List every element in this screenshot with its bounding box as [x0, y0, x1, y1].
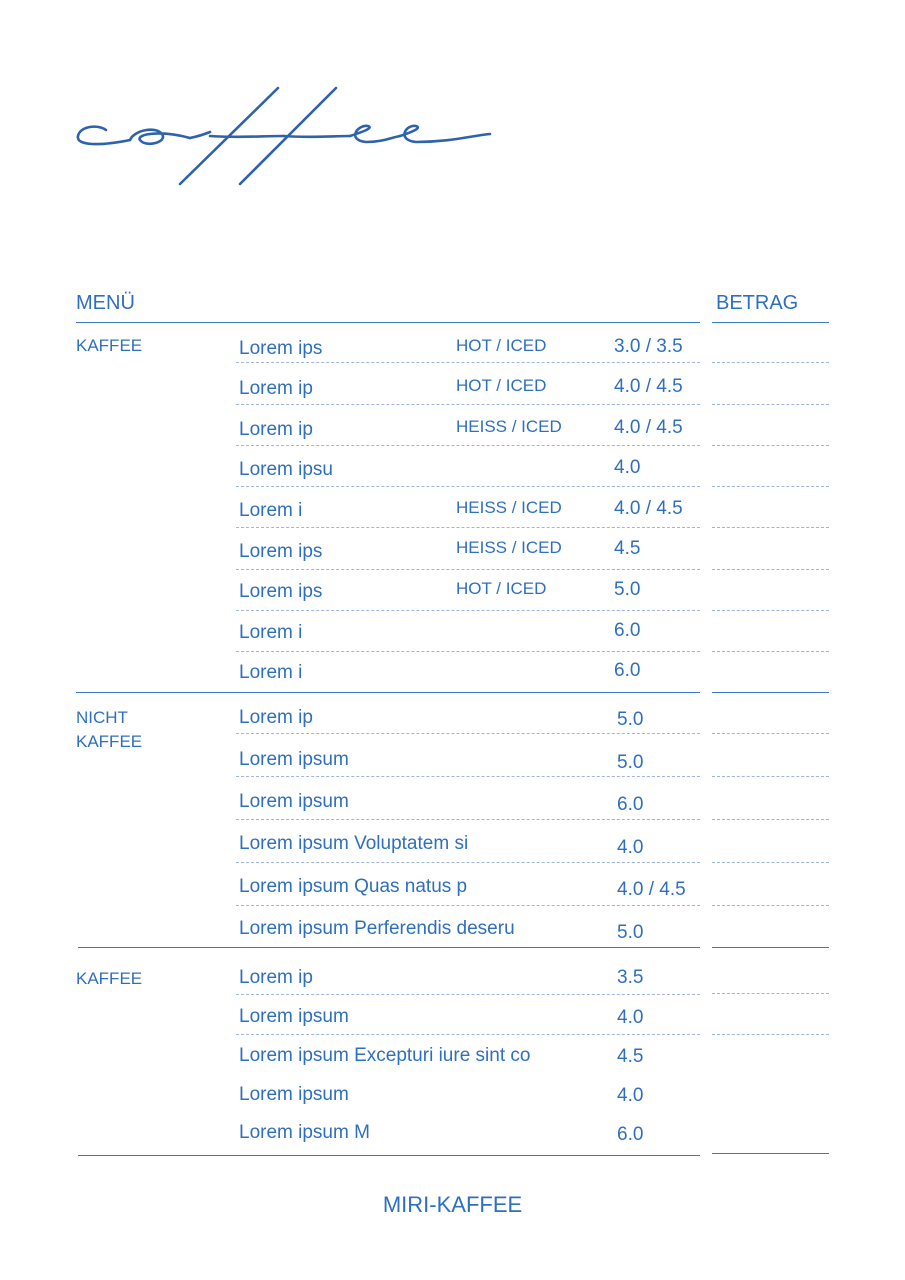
amount-header: BETRAG — [716, 292, 799, 314]
item-name: Lorem i — [239, 662, 303, 683]
item-price: 5.0 — [614, 579, 641, 600]
item-name: Lorem ip — [239, 378, 313, 399]
item-option: HOT / ICED — [456, 336, 547, 355]
item-price: 6.0 — [617, 794, 644, 815]
item-option: HOT / ICED — [456, 579, 547, 598]
section-label-kaffee: KAFFEE — [76, 336, 143, 355]
row-divider — [236, 445, 700, 446]
item-name: Lorem ips — [239, 581, 323, 602]
shop-name-footer: MIRI-KAFFEE — [382, 1192, 523, 1217]
item-name: Lorem ipsum Excepturi iure sint co — [239, 1045, 531, 1066]
amount-field[interactable] — [712, 569, 829, 570]
item-name: Lorem i — [239, 500, 303, 521]
row-divider — [236, 862, 700, 863]
item-price: 4.0 — [617, 1085, 644, 1106]
section-rule — [78, 947, 700, 948]
section-label-kaffee: KAFFEE — [76, 969, 143, 988]
row-divider — [236, 1034, 700, 1035]
item-option: HOT / ICED — [456, 376, 547, 395]
section-rule-amount[interactable] — [712, 1153, 829, 1154]
item-price: 5.0 — [617, 709, 644, 730]
item-name: Lorem ipsum Quas natus p — [239, 876, 468, 897]
item-name: Lorem ips — [239, 338, 323, 359]
section-label-kaffee: KAFFEE — [76, 732, 143, 751]
item-price: 4.0 — [614, 457, 641, 478]
item-price: 3.5 — [617, 967, 644, 988]
item-price: 6.0 — [614, 620, 641, 641]
item-price: 6.0 — [617, 1124, 644, 1145]
item-name: Lorem ip — [239, 967, 313, 988]
item-name: Lorem ipsum — [239, 1084, 349, 1105]
amount-field[interactable] — [712, 651, 829, 652]
item-option: HEISS / ICED — [456, 538, 562, 557]
section-rule — [78, 1155, 700, 1156]
section-rule — [76, 692, 700, 693]
item-price: 5.0 — [617, 922, 644, 943]
row-divider — [236, 404, 700, 405]
row-divider — [236, 651, 700, 652]
item-name: Lorem ipsu — [239, 459, 333, 480]
item-name: Lorem i — [239, 622, 303, 643]
item-name: Lorem ipsum Perferendis deseru — [239, 918, 515, 939]
amount-field[interactable] — [712, 733, 829, 734]
item-price: 4.0 / 4.5 — [614, 376, 683, 397]
item-option: HEISS / ICED — [456, 417, 562, 436]
row-divider — [236, 486, 700, 487]
item-name: Lorem ip — [239, 419, 313, 440]
amount-field[interactable] — [712, 905, 829, 906]
amount-field[interactable] — [712, 362, 829, 363]
item-name: Lorem ips — [239, 541, 323, 562]
item-option: HEISS / ICED — [456, 498, 562, 517]
item-name: Lorem ipsum — [239, 791, 349, 812]
item-name: Lorem ipsum — [239, 749, 349, 770]
item-price: 4.0 — [617, 1007, 644, 1028]
item-name: Lorem ip — [239, 707, 313, 728]
row-divider — [236, 905, 700, 906]
item-price: 4.5 — [617, 1046, 644, 1067]
item-price: 3.0 / 3.5 — [614, 336, 683, 357]
row-divider — [236, 527, 700, 528]
row-divider — [236, 610, 700, 611]
menu-header: MENÜ — [76, 292, 135, 314]
item-price: 4.5 — [614, 538, 641, 559]
section-rule-amount[interactable] — [712, 692, 829, 693]
item-price: 5.0 — [617, 752, 644, 773]
amount-field[interactable] — [712, 862, 829, 863]
header-rule-right — [712, 322, 829, 323]
amount-field[interactable] — [712, 486, 829, 487]
amount-field[interactable] — [712, 527, 829, 528]
amount-field[interactable] — [712, 993, 829, 994]
amount-field[interactable] — [712, 776, 829, 777]
item-price: 4.0 / 4.5 — [614, 417, 683, 438]
row-divider — [236, 362, 700, 363]
amount-field[interactable] — [712, 610, 829, 611]
section-label-nicht: NICHT — [76, 708, 128, 727]
amount-field[interactable] — [712, 445, 829, 446]
amount-field[interactable] — [712, 1034, 829, 1035]
row-divider — [236, 569, 700, 570]
item-price: 4.0 / 4.5 — [617, 879, 686, 900]
row-divider — [236, 733, 700, 734]
item-price: 4.0 — [617, 837, 644, 858]
row-divider — [236, 994, 700, 995]
item-price: 6.0 — [614, 660, 641, 681]
amount-field[interactable] — [712, 404, 829, 405]
item-name: Lorem ipsum — [239, 1006, 349, 1027]
item-name: Lorem ipsum Voluptatem si — [239, 833, 469, 854]
row-divider — [236, 819, 700, 820]
item-price: 4.0 / 4.5 — [614, 498, 683, 519]
amount-field[interactable] — [712, 819, 829, 820]
section-rule-amount[interactable] — [712, 947, 829, 948]
header-rule-left — [76, 322, 700, 323]
coffee-script-logo — [70, 80, 500, 190]
item-name: Lorem ipsum M — [239, 1122, 370, 1143]
row-divider — [236, 776, 700, 777]
